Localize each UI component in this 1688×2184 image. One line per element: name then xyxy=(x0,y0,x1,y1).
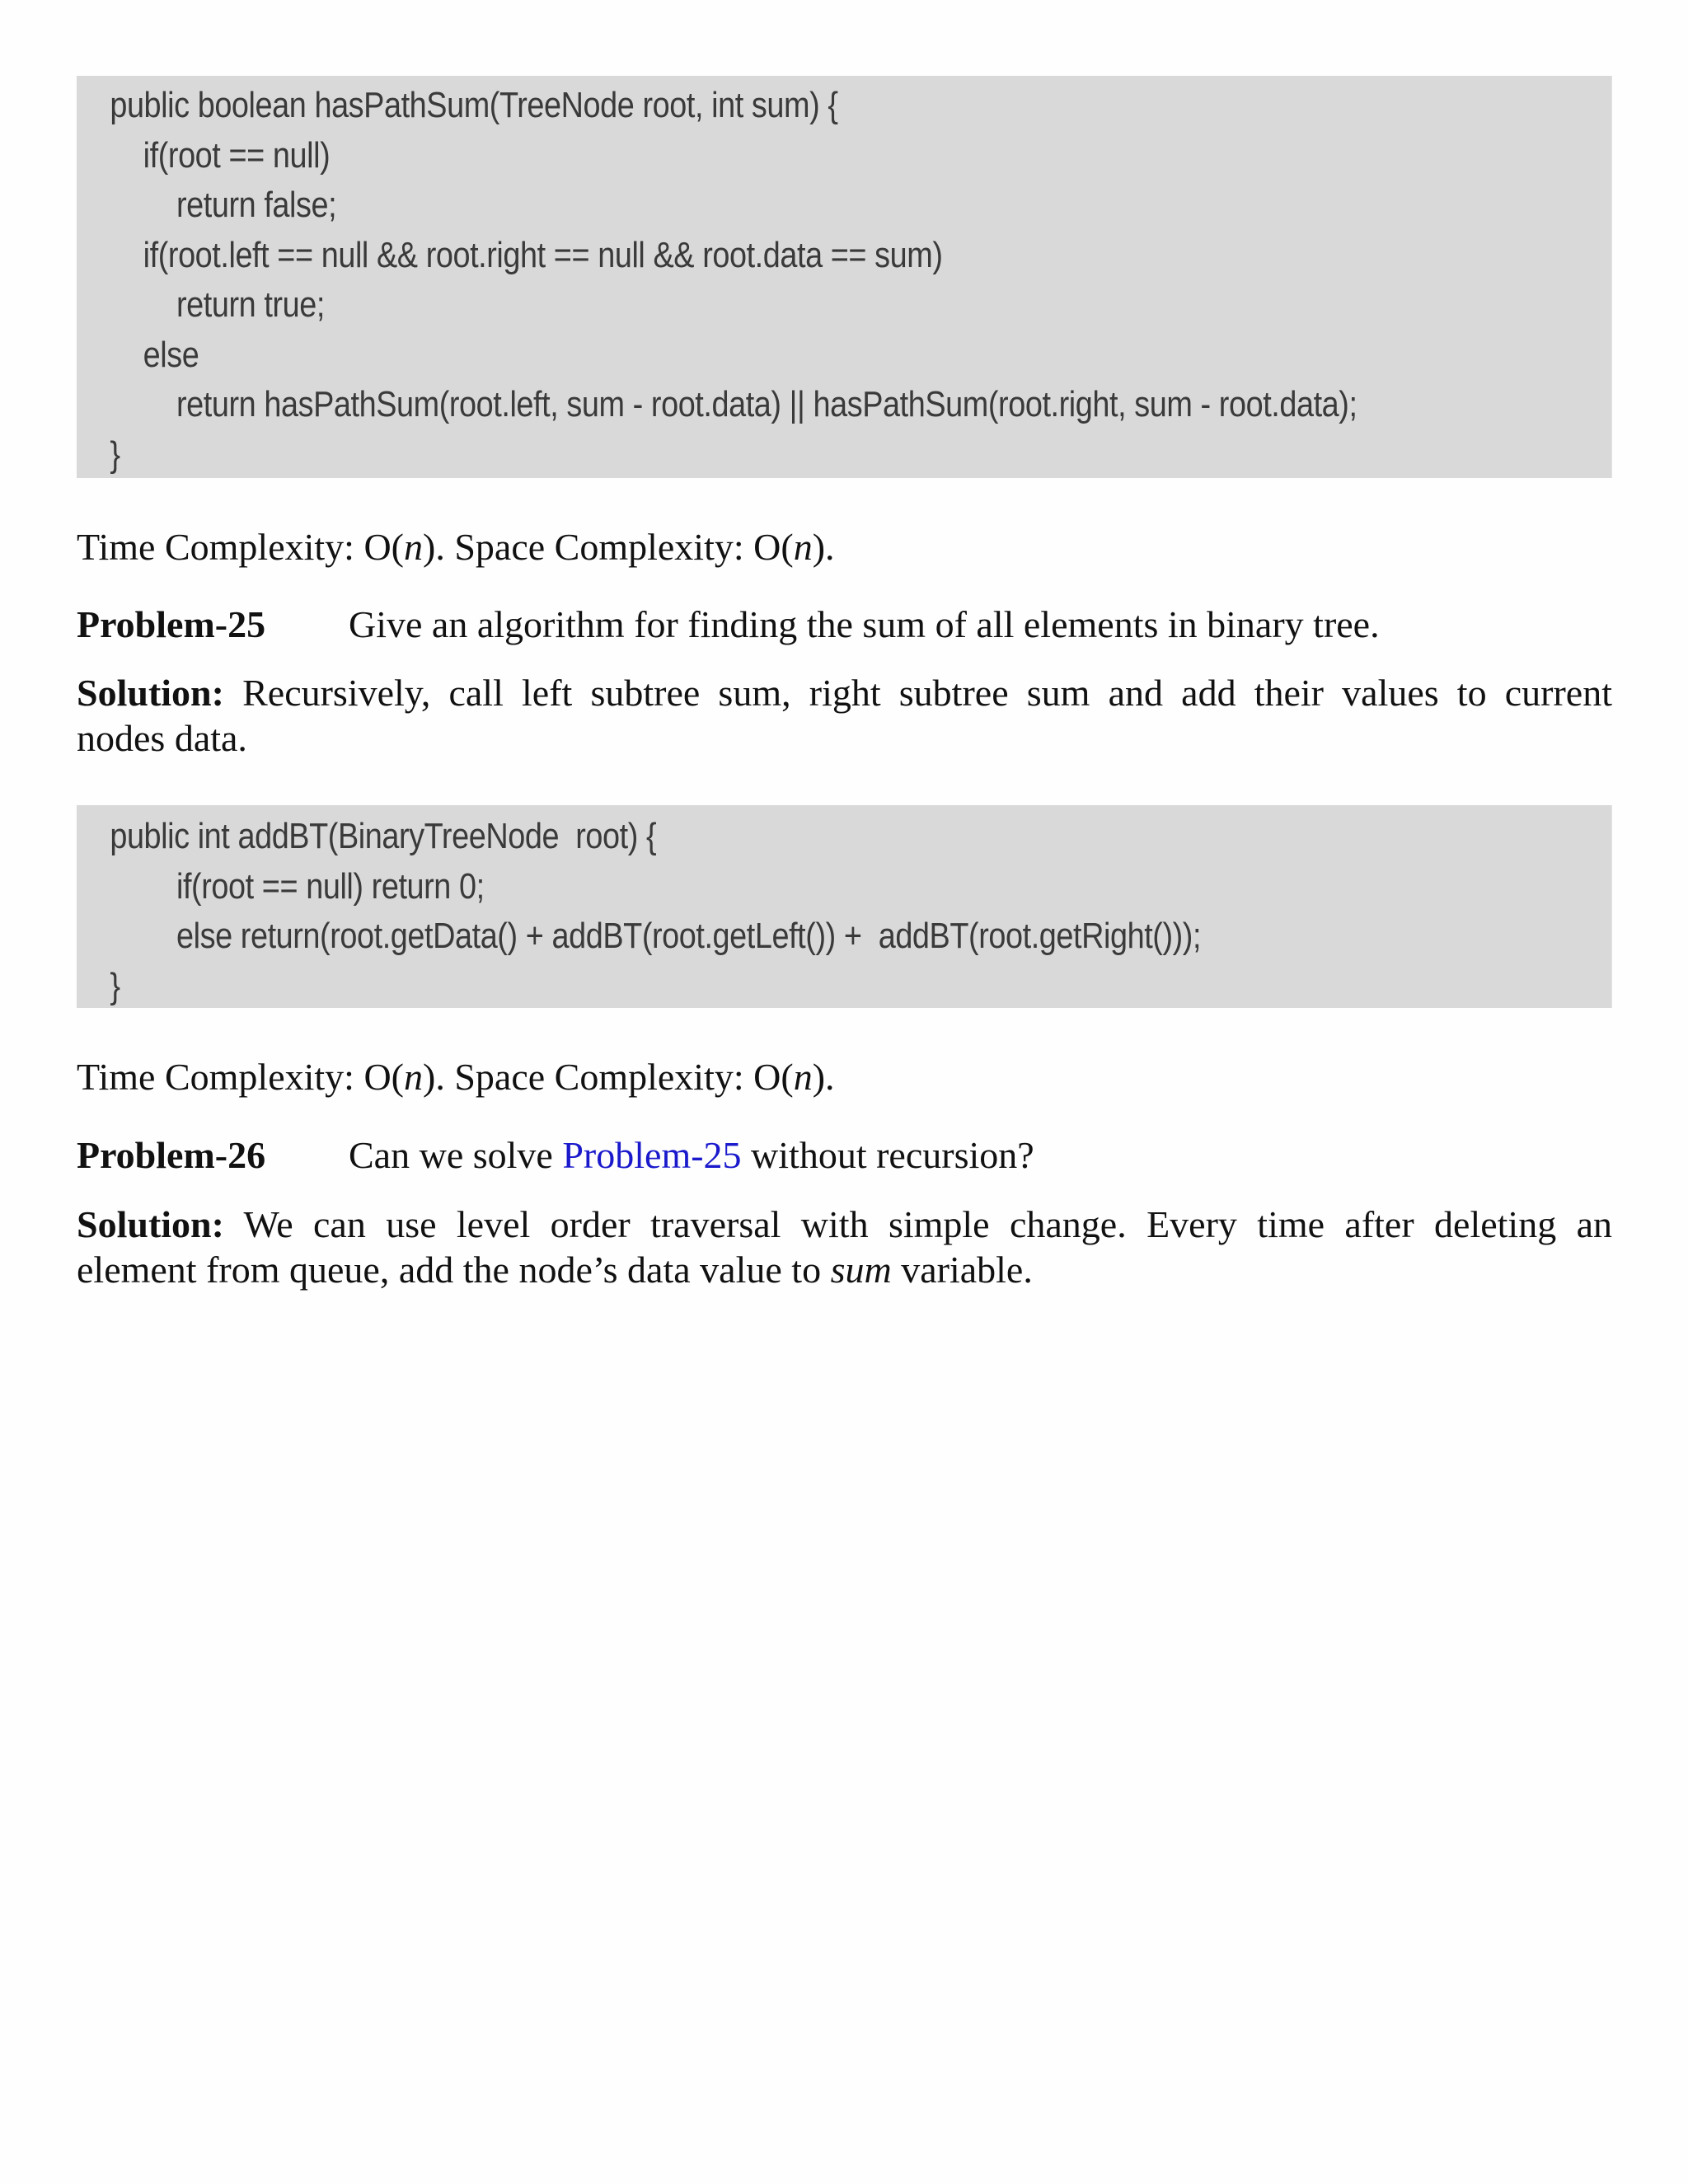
complexity-n: n xyxy=(793,1056,813,1098)
code-line: } xyxy=(77,965,120,1006)
code-line: if(root.left == null && root.right == null && root.data == sum) xyxy=(77,234,943,275)
solution-label: Solution: xyxy=(77,1203,224,1245)
solution-text: variable. xyxy=(891,1249,1033,1291)
code-line: else return(root.getData() + addBT(root.getLeft()) + addBT(root.getRight())); xyxy=(77,916,1202,956)
code-line: public boolean hasPathSum(TreeNode root, int sum) { xyxy=(77,85,838,125)
code-line: else xyxy=(77,334,199,375)
complexity-line-1 xyxy=(77,524,1612,570)
problem-text-before: Can we solve xyxy=(349,1134,563,1176)
solution-label: Solution: xyxy=(77,672,224,714)
complexity-middle: ). Space Complexity: O( xyxy=(423,526,794,568)
problem-25-link[interactable]: Problem-25 xyxy=(562,1134,742,1176)
solution-26-line-1 xyxy=(77,1202,1612,1248)
problem-text: Give an algorithm for finding the sum of all elements in binary tree. xyxy=(349,603,1380,645)
solution-26-line-2 xyxy=(77,1247,1612,1293)
code-line: return hasPathSum(root.left, sum - root.data) || hasPathSum(root.right, sum - root.data); xyxy=(77,384,1357,424)
solution-text: element from queue, add the node’s data value to xyxy=(77,1249,831,1291)
solution-text: Recursively, call left subtree sum, right subtree sum and add their values to current xyxy=(223,672,1612,714)
complexity-suffix: ). xyxy=(812,1056,835,1098)
problem-26 xyxy=(77,1132,1612,1179)
complexity-prefix: Time Complexity: O( xyxy=(77,1056,404,1098)
problem-title: Problem-26 xyxy=(77,1134,266,1176)
solution-25-line-2: nodes data. xyxy=(77,717,247,759)
solution-25-line-1 xyxy=(77,670,1612,716)
complexity-suffix: ). xyxy=(812,526,835,568)
complexity-n: n xyxy=(793,526,813,568)
code-block-addbt xyxy=(77,805,1612,1008)
problem-text-after: without recursion? xyxy=(741,1134,1034,1176)
code-line: return false; xyxy=(77,185,337,225)
complexity-middle: ). Space Complexity: O( xyxy=(423,1056,794,1098)
code-line: if(root == null) xyxy=(77,134,331,176)
code-line: return true; xyxy=(77,284,325,325)
code-line: public int addBT(BinaryTreeNode root) { xyxy=(77,816,657,856)
problem-title: Problem-25 xyxy=(77,603,266,645)
code-line: } xyxy=(77,434,120,475)
problem-25 xyxy=(77,602,1612,648)
sum-variable: sum xyxy=(830,1249,892,1291)
solution-text: We can use level order traversal with simple change. Every time after deleting an xyxy=(223,1203,1612,1245)
code-line: if(root == null) return 0; xyxy=(77,865,485,907)
complexity-prefix: Time Complexity: O( xyxy=(77,526,404,568)
complexity-n: n xyxy=(404,1056,423,1098)
code-block-haspathsum xyxy=(77,76,1612,478)
complexity-line-2 xyxy=(77,1054,1612,1100)
complexity-n: n xyxy=(404,526,423,568)
